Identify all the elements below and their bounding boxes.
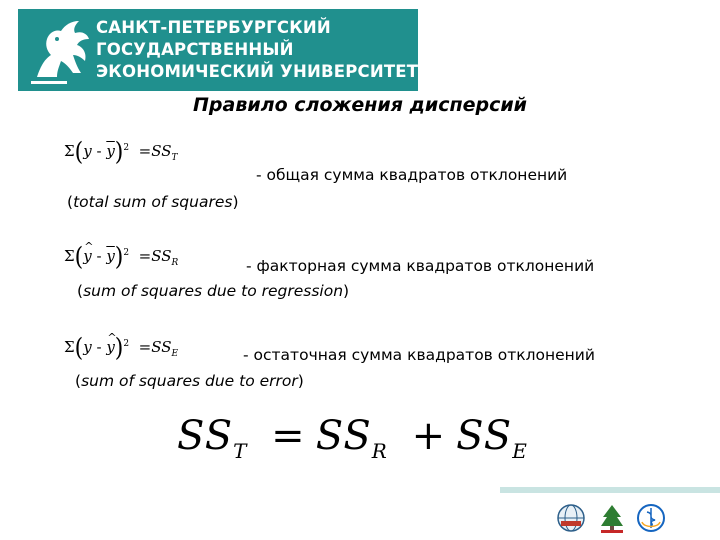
griffin-icon [27,15,93,85]
tree-emblem-icon [597,502,627,534]
footer-divider [500,487,720,493]
university-name-line-2: ГОСУДАРСТВЕННЫЙ [96,40,294,59]
medical-emblem-icon [636,502,666,534]
formula-error-english: (sum of squares due to error) [75,372,304,390]
university-name-line-3: ЭКОНОМИЧЕСКИЙ УНИВЕРСИТЕТ [96,62,419,81]
slide-title: Правило сложения дисперсий [193,94,527,116]
formula-error: Σ(y - ^ $y)^2 =SS_E$ [64,336,178,361]
formula-regression: Σ(^ $y - \overline{y})^2 =SS_R$ [64,245,178,270]
formula-total: $\Sigma(y - \overline{y})^2 =SS_T$ [64,138,178,167]
globe-emblem-icon [556,502,586,534]
formula-regression-english: (sum of squares due to regression) [77,282,350,300]
university-name [96,17,418,83]
sum-of-squares-identity: $SS_T = SS_R + SS_E$ [177,413,528,463]
formula-total-description: - общая сумма квадратов отклонений [256,166,568,184]
university-name-line-1: САНКТ-ПЕТЕРБУРГСКИЙ [96,18,331,37]
formula-total-english: (total sum of squares) [67,193,239,211]
formula-error-description: - остаточная сумма квадратов отклонений [243,346,595,364]
header-banner [18,9,418,91]
formula-regression-description: - факторная сумма квадратов отклонений [246,257,595,275]
